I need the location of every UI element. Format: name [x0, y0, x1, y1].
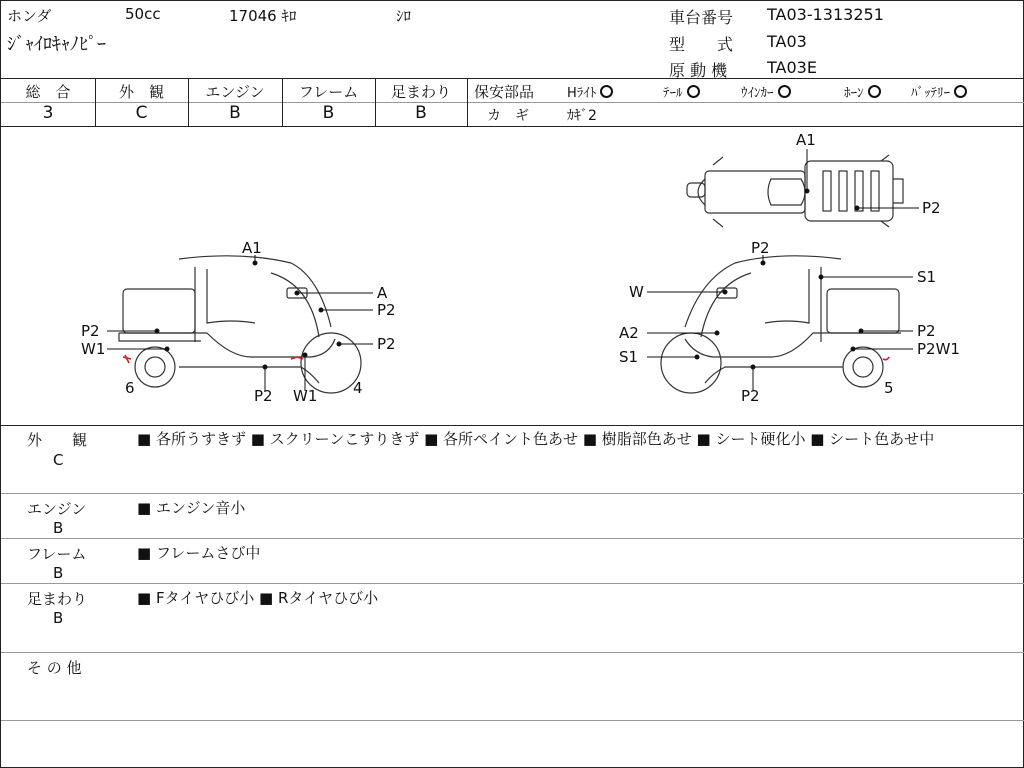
ok-circle-icon — [600, 85, 613, 98]
ok-circle-icon — [778, 85, 791, 98]
diagram-label: A1 — [242, 239, 262, 257]
divider — [1, 78, 1024, 79]
left-side-view-scooter-icon — [119, 256, 361, 393]
divider — [1, 493, 1024, 494]
safety-parts-label: 保安部品 — [474, 83, 535, 101]
key-value: ｶｷﾞ2 — [567, 108, 597, 124]
diagram-label: P2 — [254, 387, 273, 405]
engine-model-value: TA03E — [767, 58, 817, 77]
engine-grade-value: B — [229, 103, 241, 123]
diagram-label: P2 — [917, 322, 936, 340]
divider — [1, 425, 1024, 426]
frame-number-label: 車台番号 — [669, 8, 734, 27]
key-label: カ ギ — [487, 108, 529, 124]
engine-grade-label: エンジン — [205, 83, 265, 101]
safety-item-winker: ｳｲﾝｶｰ — [741, 82, 791, 101]
diagram-label: P2 — [922, 199, 941, 217]
diagram-label: W — [629, 283, 644, 301]
type-value: TA03 — [767, 32, 807, 51]
diagram-label: S1 — [619, 348, 639, 366]
suspension-section-title: 足まわり — [27, 590, 88, 608]
divider — [1, 538, 1024, 539]
exterior-section-text: ■ 各所うすきず ■ スクリーンこすりきず ■ 各所ペイント色あせ ■ 樹脂部色あせ ■ シート硬化小 ■ シート色あせ中 — [137, 430, 935, 448]
diagram-label: S1 — [917, 268, 937, 286]
safety-item-tail: ﾃｰﾙ — [663, 82, 700, 101]
divider — [467, 102, 1024, 103]
diagram-label: 6 — [125, 379, 135, 397]
suspension-section-text: ■ Fタイヤひび小 ■ Rタイヤひび小 — [137, 589, 379, 607]
safety-item-headlight: Hﾗｲﾄ — [567, 82, 613, 101]
diagram-label: 4 — [353, 379, 363, 397]
suspension-grade-value: B — [415, 103, 427, 123]
damage-diagram — [1, 127, 1022, 425]
engine-section-text: ■ エンジン音小 — [137, 499, 246, 517]
safety-item-horn: ﾎｰﾝ — [844, 82, 881, 101]
overall-grade-label: 総 合 — [25, 83, 71, 101]
frame-grade-label: フレーム — [298, 83, 359, 101]
diagram-label: W1 — [293, 387, 318, 405]
frame-number-value: TA03-1313251 — [767, 5, 884, 24]
type-label: 型 式 — [669, 35, 734, 54]
right-side-view-scooter-icon — [661, 256, 901, 393]
mileage: 17046 ｷﾛ — [229, 7, 297, 25]
frame-section-title: フレーム — [27, 545, 87, 563]
engine-section-grade: B — [53, 519, 64, 537]
ok-circle-icon — [954, 85, 967, 98]
exterior-section-title: 外 観 — [27, 431, 88, 449]
exterior-section-grade: C — [53, 451, 64, 469]
divider — [1, 720, 1024, 721]
diagram-label: P2 — [81, 322, 100, 340]
damage-mark-icon — [123, 355, 889, 363]
frame-grade-value: B — [322, 103, 335, 123]
overall-grade-value: 3 — [42, 103, 54, 123]
diagram-label: P2W1 — [917, 340, 960, 358]
top-view-scooter-icon — [687, 155, 903, 227]
safety-item-battery: ﾊﾞｯﾃﾘｰ — [911, 82, 967, 101]
divider — [1, 652, 1024, 653]
diagram-label: P2 — [751, 239, 770, 257]
diagram-label: W1 — [81, 340, 106, 358]
frame-section-text: ■ フレームさび中 — [137, 544, 261, 562]
ok-circle-icon — [687, 85, 700, 98]
model-name: ｼﾞｬｲﾛｷｬﾉﾋﾟｰ — [7, 34, 106, 55]
diagram-label: P2 — [377, 335, 396, 353]
diagram-label: A1 — [796, 131, 816, 149]
maker: ホンダ — [7, 7, 52, 25]
suspension-grade-label: 足まわり — [390, 83, 451, 101]
diagram-label: P2 — [377, 301, 396, 319]
diagram-label: A2 — [619, 324, 639, 342]
other-section-title: そ の 他 — [27, 659, 82, 677]
ok-circle-icon — [868, 85, 881, 98]
exterior-grade-value: C — [135, 103, 148, 123]
diagram-label: 5 — [884, 379, 894, 397]
engine-section-title: エンジン — [27, 500, 87, 518]
divider — [467, 78, 468, 126]
frame-section-grade: B — [53, 564, 64, 582]
diagram-label: P2 — [741, 387, 760, 405]
displacement: 50cc — [125, 5, 161, 23]
exterior-grade-label: 外 観 — [118, 83, 164, 101]
suspension-section-grade: B — [53, 609, 64, 627]
engine-model-label: 原 動 機 — [669, 61, 728, 80]
diagram-label: A — [377, 284, 388, 302]
body-color: ｼﾛ — [396, 7, 412, 25]
divider — [1, 583, 1024, 584]
